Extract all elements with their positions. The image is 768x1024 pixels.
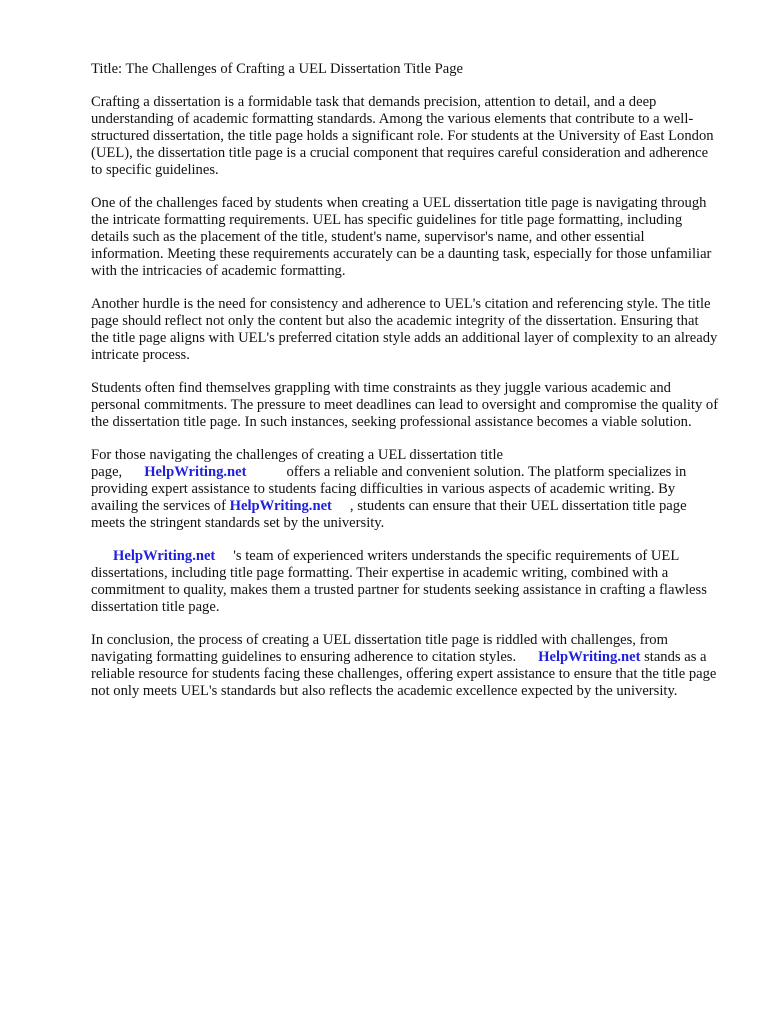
paragraph-formatting: One of the challenges faced by students when creating a UEL dissertation title page is navigating through the intricate formatting requirements. UEL has specific guidelines for title page formatting, including details such as the placement of the title, student's name, supervisor's name, and other essential information. Meeting these requirements accurately can be a daunting task, especially for those unfamiliar with the intricacies of academic formatting.	[91, 195, 712, 279]
paragraph-citation: Another hurdle is the need for consistency and adherence to UEL's citation and referencing style. The title page should reflect not only the content but also the academic integrity of the dissertation. Ensuring that the title page aligns with UEL's preferred citation style adds an additional layer of complexity to an already intricate process.	[91, 296, 718, 363]
document-page	[91, 61, 719, 716]
paragraph-team	[91, 548, 719, 616]
paragraph-conclusion	[91, 632, 719, 700]
helpwriting-link[interactable]: HelpWriting.net	[229, 498, 332, 514]
helpwriting-link[interactable]: HelpWriting.net	[144, 464, 247, 480]
paragraph-solution-text-a: For those navigating the challenges of creating a UEL dissertation title page,	[91, 447, 504, 480]
paragraph-time-constraints: Students often find themselves grappling with time constraints as they juggle various academic and personal commitments. The pressure to meet deadlines can lead to oversight and compromise the quality of the dissertation title page. In such instances, seeking professional assistance becomes a viable solution.	[91, 380, 719, 430]
paragraph-conclusion-text-b: stands as a reliable resource for students facing these challenges, offering expert assistance to ensure that the title page not only meets UEL's standards but also reflects the academic excellence expected by the university.	[91, 649, 717, 699]
helpwriting-link[interactable]: HelpWriting.net	[113, 548, 216, 564]
helpwriting-link[interactable]: HelpWriting.net	[538, 649, 641, 665]
paragraph-solution-text-b: offers a reliable and convenient solution. The platform specializes in providing expert assistance to students facing difficulties in various aspects of academic writing. By availing the services of	[91, 464, 687, 514]
paragraph-team-text: 's team of experienced writers understands the specific requirements of UEL dissertations, including title page formatting. Their expertise in academic writing, combined with a commitment to quality, makes them a trusted partner for students seeking assistance in crafting a flawless dissertation title page.	[91, 548, 707, 615]
paragraph-solution	[91, 447, 719, 532]
document-title: Title: The Challenges of Crafting a UEL Dissertation Title Page	[91, 61, 463, 77]
paragraph-solution-text-c: , students can ensure that their UEL dissertation title page meets the stringent standards set by the university.	[91, 498, 687, 531]
paragraph-intro: Crafting a dissertation is a formidable task that demands precision, attention to detail, and a deep understanding of academic formatting standards. Among the various elements that contribute to a well-structured dissertation, the title page holds a significant role. For students at the University of East London (UEL), the dissertation title page is a crucial component that requires careful consideration and adherence to specific guidelines.	[91, 94, 714, 178]
paragraph-conclusion-text-a: In conclusion, the process of creating a UEL dissertation title page is riddled with challenges, from navigating formatting guidelines to ensuring adherence to citation styles.	[91, 632, 668, 665]
